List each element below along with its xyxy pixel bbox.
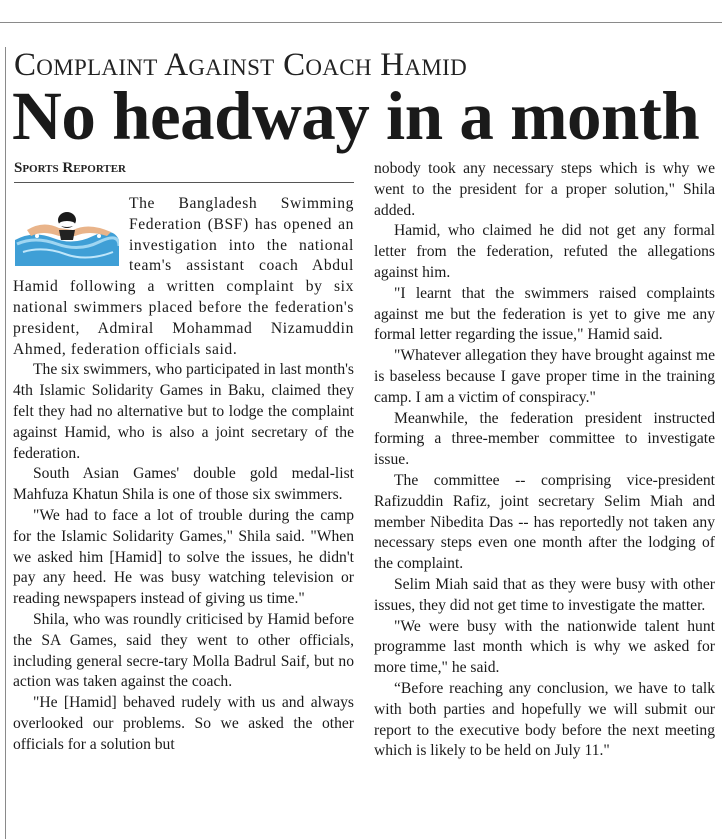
byline: Sports Reporter [14, 160, 126, 176]
paragraph: Meanwhile, the federation president instructed forming a three-member committee to investigate issue. [374, 409, 715, 469]
paragraph: South Asian Games' double gold medal-list Mahfuza Khatun Shila is one of those six swimmers. [13, 465, 354, 504]
byline-divider [14, 182, 354, 183]
paragraph: The Bangladesh Swimming Federation (BSF) has opened an investigation into the national team's assistant coach Abdul Hamid following a written complaint by six national swimmers placed before the federation's president, Admiral Mohammad Nizamuddin Ahmed, federation officials said. [13, 195, 354, 358]
paragraph: The committee -- comprising vice-president Rafizuddin Rafiz, joint secretary Selim Miah and member Nibedita Das -- has reportedly not taken any necessary steps even one month after the lodging of the complaint. [374, 471, 715, 573]
paragraph: nobody took any necessary steps which is why we went to the president for a proper solution," Shila added. [374, 160, 715, 219]
paragraph: "He [Hamid] behaved rudely with us and always overlooked our problems. So we asked the other officials for a solution but [13, 694, 354, 753]
top-divider [0, 22, 722, 23]
paragraph: Selim Miah said that as they were busy with other issues, they did not get time to investigate the matter. [374, 575, 715, 614]
paragraph: Shila, who was roundly criticised by Hamid before the SA Games, said they went to other officials, including general secre-tary Molla Badrul Saif, but no action was taken against the coach. [13, 610, 354, 691]
paragraph: Hamid, who claimed he did not get any formal letter from the federation, refuted the allegations against him. [374, 222, 715, 281]
left-column-rule [5, 47, 6, 839]
article-kicker: Complaint Against Coach Hamid [14, 47, 467, 83]
paragraph: "We had to face a lot of trouble during the camp for the Islamic Solidarity Games," Shila said. "When we asked him [Hamid] to solve the issues, he didn't pay any heed. He was busy watching television or reading newspapers instead of giving us time." [13, 506, 354, 608]
article-column-1 [13, 194, 354, 756]
swimmer-photo [13, 200, 119, 266]
paragraph: The six swimmers, who participated in last month's 4th Islamic Solidarity Games in Baku, claimed they felt they had no alternative but to lodge the complaint against Hamid, who is also a joint secretary of the federation. [13, 361, 354, 462]
article-headline: No headway in a month [12, 78, 700, 154]
paragraph: "We were busy with the nationwide talent hunt programme last month which is why we asked for more time," he said. [374, 617, 715, 677]
article-column-2 [374, 159, 715, 762]
paragraph: “Before reaching any conclusion, we have to talk with both parties and hopefully we will submit our report to the executive body before the next meeting which is likely to be held on July 11." [374, 679, 715, 760]
paragraph: "Whatever allegation they have brought against me is baseless because I gave proper time in the training camp. I am a victim of conspiracy." [374, 347, 715, 406]
paragraph: "I learnt that the swimmers raised complaints against me but the federation is yet to give me any formal letter regarding the issue," Hamid said. [374, 284, 715, 344]
